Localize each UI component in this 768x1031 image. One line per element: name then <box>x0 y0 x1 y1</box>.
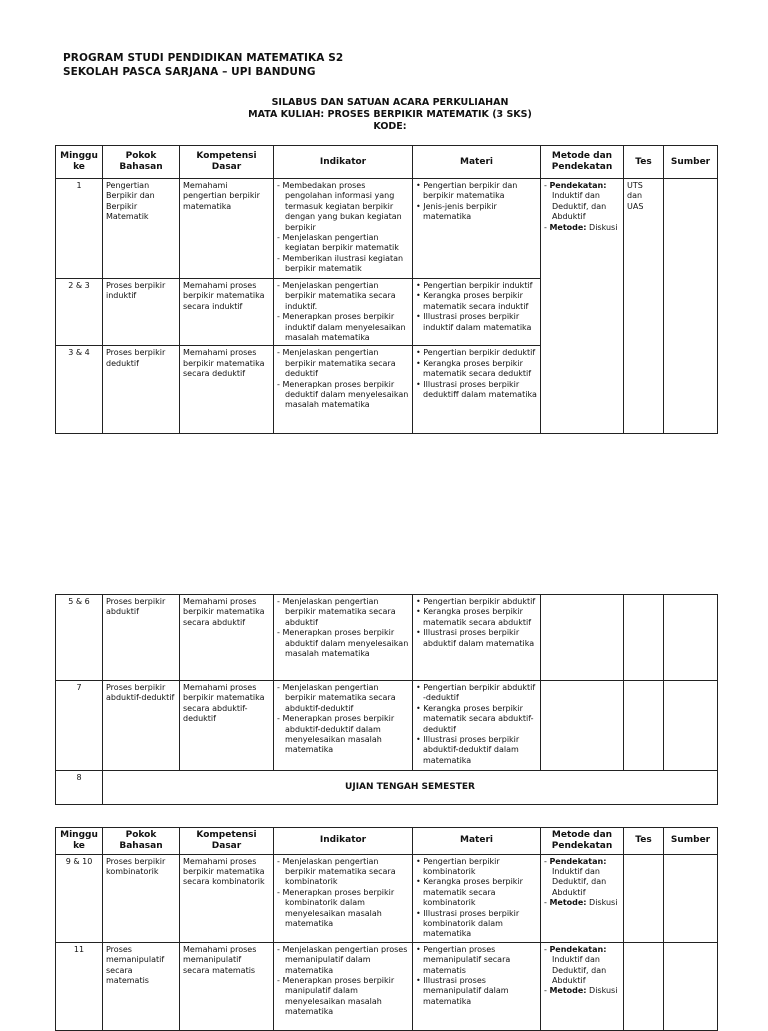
cell-materi <box>413 346 541 434</box>
cell-tes <box>624 854 664 942</box>
metode-label: Metode: <box>549 898 587 908</box>
table-row <box>56 595 718 681</box>
list-item: • Kerangka proses berpikir matematik secara kombinatorik <box>416 877 537 908</box>
list-item: • Illustrasi proses berpikir deduktiff dalam matematika <box>416 380 537 401</box>
list-item: • Pengertian berpikir dan berpikir matematika <box>416 181 537 202</box>
cell-metode <box>541 854 624 942</box>
table-row <box>56 942 718 1030</box>
cell-kompetensi: Memahami proses memanipulatif secara matematis <box>180 942 274 1030</box>
cell-indikator <box>274 854 413 942</box>
cell-materi <box>413 595 541 681</box>
syllabus-table-3 <box>55 827 718 1031</box>
list-item: - Memberikan ilustrasi kegiatan berpikir matematik <box>277 254 409 275</box>
cell-minggu: 3 & 4 <box>56 346 103 434</box>
list-item: - Menerapkan proses berpikir abduktif dalam menyelesaikan masalah matematika <box>277 628 409 659</box>
list-item: • Illustrasi proses berpikir induktif dalam matematika <box>416 312 537 333</box>
course-code: KODE: <box>373 121 407 132</box>
cell-pokok: Pengertian Berpikir dan Berpikir Matematik <box>103 179 180 279</box>
list-item: - Menerapkan proses berpikir induktif dalam menyelesaikan masalah matematika <box>277 312 409 343</box>
col-pokok: Pokok Bahasan <box>103 146 180 179</box>
col-indikator: Indikator <box>274 828 413 855</box>
pendekatan-text: Induktif dan Deduktif, dan Abduktif <box>552 191 607 222</box>
list-item: • Pengertian berpikir abduktif -deduktif <box>416 683 537 704</box>
cell-metode <box>541 681 624 771</box>
col-tes: Tes <box>624 146 664 179</box>
list-item: - Menjelaskan pengertian berpikir matematika secara deduktif <box>277 348 409 379</box>
cell-indikator <box>274 179 413 279</box>
list-item: • Illustrasi proses berpikir abduktif dalam matematika <box>416 628 537 649</box>
cell-indikator <box>274 942 413 1030</box>
pendekatan-text: Induktif dan Deduktif, dan Abduktif <box>552 955 607 985</box>
table-header-row <box>56 146 718 179</box>
list-item: - Menjelaskan pengertian berpikir matematika secara kombinatorik <box>277 857 409 888</box>
col-kompetensi: Kompetensi Dasar <box>180 146 274 179</box>
pendekatan-label: Pendekatan: <box>549 181 607 190</box>
list-item: - Menerapkan proses berpikir abduktif-deduktif dalam menyelesaikan masalah matematika <box>277 714 409 756</box>
cell-kompetensi: Memahami proses berpikir matematika secara abduktif-deduktif <box>180 681 274 771</box>
list-item: • Kerangka proses berpikir matematik secara induktif <box>416 291 537 312</box>
metode-text: Diskusi <box>589 222 618 232</box>
col-indikator: Indikator <box>274 146 413 179</box>
cell-pokok: Proses berpikir abduktif <box>103 595 180 681</box>
metode-text: Diskusi <box>589 898 618 908</box>
table-row <box>56 854 718 942</box>
list-item: • Kerangka proses berpikir matematik secara abduktif- deduktif <box>416 704 537 735</box>
col-materi: Materi <box>413 828 541 855</box>
cell-metode <box>541 595 624 681</box>
list-item: • Kerangka proses berpikir matematik secara deduktif <box>416 359 537 380</box>
cell-pokok: Proses berpikir kombinatorik <box>103 854 180 942</box>
list-item: - Menjelaskan pengertian berpikir matematika secara induktif. <box>277 281 409 312</box>
cell-sumber <box>664 681 718 771</box>
pendekatan-text: Induktif dan Deduktif, dan Abduktif <box>552 866 607 897</box>
cell-pokok: Proses berpikir deduktif <box>103 346 180 434</box>
cell-sumber <box>664 595 718 681</box>
cell-tes: UTS dan UAS <box>624 179 664 434</box>
cell-indikator <box>274 595 413 681</box>
list-item: • Kerangka proses berpikir matematik secara abduktif <box>416 607 537 628</box>
list-item: - Menjelaskan pengertian kegiatan berpikir matematik <box>277 233 409 254</box>
col-sumber: Sumber <box>664 828 718 855</box>
list-item: • Illustrasi proses berpikir kombinatorik dalam matematika <box>416 909 537 940</box>
table-row <box>56 179 718 279</box>
syllabus-table-2 <box>55 594 718 805</box>
cell-kompetensi: Memahami pengertian berpikir matematika <box>180 179 274 279</box>
list-item: • Pengertian berpikir abduktif <box>416 597 537 607</box>
cell-tes <box>624 681 664 771</box>
cell-pokok: Proses berpikir abduktif-deduktif <box>103 681 180 771</box>
midterm-exam-label: UJIAN TENGAH SEMESTER <box>103 771 718 805</box>
cell-metode <box>541 179 624 434</box>
school-heading: SEKOLAH PASCA SARJANA – UPI BANDUNG <box>63 66 316 78</box>
list-item: • Illustrasi proses berpikir abduktif-deduktif dalam matematika <box>416 735 537 766</box>
cell-indikator <box>274 346 413 434</box>
list-item <box>544 986 620 996</box>
cell-kompetensi: Memahami proses berpikir matematika secara kombinatorik <box>180 854 274 942</box>
cell-materi <box>413 179 541 279</box>
syllabus-table-1 <box>55 145 718 434</box>
metode-text: Diskusi <box>589 986 618 996</box>
col-metode: Metode dan Pendekatan <box>541 828 624 855</box>
col-minggu: Minggu ke <box>56 828 103 855</box>
list-item: - Menerapkan proses berpikir kombinatorik dalam menyelesaikan masalah matematika <box>277 888 409 930</box>
col-kompetensi: Kompetensi Dasar <box>180 828 274 855</box>
metode-label: Metode: <box>549 222 587 232</box>
table-row <box>56 681 718 771</box>
list-item: • Jenis-jenis berpikir matematika <box>416 202 537 223</box>
cell-materi <box>413 279 541 346</box>
cell-kompetensi: Memahami proses berpikir matematika secara induktif <box>180 279 274 346</box>
cell-materi <box>413 681 541 771</box>
cell-sumber <box>664 942 718 1030</box>
list-item <box>544 898 620 908</box>
col-sumber: Sumber <box>664 146 718 179</box>
cell-metode <box>541 942 624 1030</box>
list-item: - Menjelaskan pengertian berpikir matematika secara abduktif-deduktif <box>277 683 409 714</box>
cell-minggu: 7 <box>56 681 103 771</box>
cell-minggu: 9 & 10 <box>56 854 103 942</box>
list-item: • Pengertian proses memanipulatif secara matematis <box>416 945 537 976</box>
cell-pokok: Proses berpikir induktif <box>103 279 180 346</box>
cell-materi <box>413 854 541 942</box>
metode-label: Metode: <box>549 986 587 996</box>
col-materi: Materi <box>413 146 541 179</box>
list-item: • Pengertian berpikir kombinatorik <box>416 857 537 878</box>
list-item <box>544 223 620 233</box>
col-metode: Metode dan Pendekatan <box>541 146 624 179</box>
cell-minggu: 11 <box>56 942 103 1030</box>
list-item <box>544 945 620 987</box>
cell-sumber <box>664 179 718 434</box>
list-item: • Pengertian berpikir induktif <box>416 281 537 291</box>
list-item: • Pengertian berpikir deduktif <box>416 348 537 358</box>
col-tes: Tes <box>624 828 664 855</box>
cell-pokok: Proses memanipulatif secara matematis <box>103 942 180 1030</box>
cell-materi <box>413 942 541 1030</box>
col-minggu: Minggu ke <box>56 146 103 179</box>
list-item: - Menerapkan proses berpikir deduktif dalam menyelesaikan masalah matematika <box>277 380 409 411</box>
table-row <box>56 771 718 805</box>
pendekatan-label: Pendekatan: <box>549 856 607 866</box>
cell-tes <box>624 942 664 1030</box>
pendekatan-label: Pendekatan: <box>549 944 607 954</box>
table-header-row <box>56 828 718 855</box>
cell-tes <box>624 595 664 681</box>
cell-kompetensi: Memahami proses berpikir matematika secara abduktif <box>180 595 274 681</box>
course-title: MATA KULIAH: PROSES BERPIKIR MATEMATIK (3 SKS) <box>248 109 532 120</box>
list-item <box>544 181 620 223</box>
cell-indikator <box>274 681 413 771</box>
list-item: - Membedakan proses pengolahan informasi yang termasuk kegiatan berpikir dengan yang bukan kegiatan berpikir <box>277 181 409 233</box>
cell-indikator <box>274 279 413 346</box>
list-item: • Illustrasi proses memanipulatif dalam matematika <box>416 976 537 1007</box>
syllabus-title: SILABUS DAN SATUAN ACARA PERKULIAHAN <box>271 97 509 108</box>
list-item: - Menjelaskan pengertian berpikir matematika secara abduktif <box>277 597 409 628</box>
col-pokok: Pokok Bahasan <box>103 828 180 855</box>
cell-minggu: 2 & 3 <box>56 279 103 346</box>
cell-minggu: 5 & 6 <box>56 595 103 681</box>
cell-kompetensi: Memahami proses berpikir matematika secara deduktif <box>180 346 274 434</box>
program-heading: PROGRAM STUDI PENDIDIKAN MATEMATIKA S2 <box>63 52 344 64</box>
cell-minggu: 8 <box>56 771 103 805</box>
list-item: - Menjelaskan pengertian proses memanipulatif dalam matematika <box>277 945 409 976</box>
list-item <box>544 857 620 899</box>
list-item: - Menerapkan proses berpikir manipulatif dalam menyelesaikan masalah matematika <box>277 976 409 1018</box>
cell-minggu: 1 <box>56 179 103 279</box>
cell-sumber <box>664 854 718 942</box>
